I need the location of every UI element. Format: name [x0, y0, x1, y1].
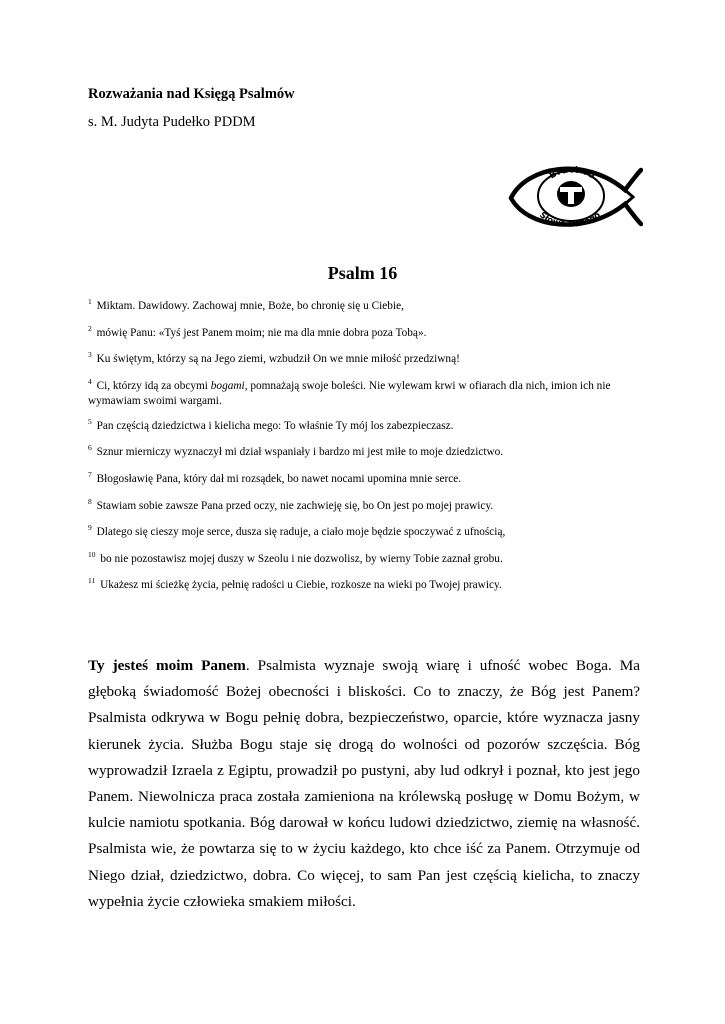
verse-text: mówię Panu: «Tyś jest Panem moim; nie ma dla mnie dobra poza Tobą».: [96, 326, 427, 339]
verse: [88, 445, 640, 460]
verse-number: 9: [88, 523, 92, 533]
verse-text: Stawiam sobie zawsze Pana przed oczy, nie zachwieję się, bo On jest po mojej prawicy.: [96, 499, 494, 512]
verse-text-continued: , pomnażają swoje boleści. Nie wylewam krwi w ofiarach dla nich, imion ich nie wymawiam swoimi wargami.: [88, 379, 611, 407]
verse-number: 1: [88, 297, 92, 306]
verse: [88, 323, 640, 341]
verse-number: 10: [88, 549, 96, 559]
verse-text: Ci, którzy idą za obcymi: [96, 379, 211, 392]
verse: [88, 549, 640, 567]
verse-text: bo nie pozostawisz mojej duszy w Szeolu i nie dozwolisz, by wierny Tobie zaznał grobu.: [100, 552, 503, 565]
verse-emphasis: bogami: [210, 379, 245, 392]
verse-number: 8: [88, 496, 92, 506]
verse-number: 3: [88, 350, 92, 360]
psalm-heading: Psalm 16: [327, 263, 398, 283]
fish-icon: [507, 156, 643, 234]
verse: [88, 578, 640, 593]
verse-number: 11: [88, 576, 96, 586]
verse-text: Ku świętym, którzy są na Jego ziemi, wzbudził On we mnie miłość przedziwną!: [96, 353, 460, 366]
verse: [88, 352, 640, 367]
verse-number: 4: [88, 376, 92, 386]
document-author: s. M. Judyta Pudełko PDDM: [88, 114, 256, 130]
verse-number: 2: [88, 323, 92, 333]
verse: [88, 525, 640, 540]
verse-number: 5: [88, 416, 92, 426]
verse: [88, 376, 640, 409]
verse-number: 6: [88, 443, 92, 453]
verse-text: Sznur mierniczy wyznaczył mi dział wspaniały i bardzo mi jest miłe to moje dziedzictwo.: [96, 446, 504, 459]
psalm-verses: [88, 299, 640, 605]
logo-top-text: Bractwo: [547, 164, 597, 182]
verse-text: Błogosławię Pana, który dał mi rozsądek, bo nawet nocami upomina mnie serce.: [96, 472, 462, 485]
verse-number: 7: [88, 469, 92, 479]
commentary-lead: Ty jesteś moim Panem: [88, 657, 246, 674]
verse: [88, 496, 640, 514]
verse-text: Miktam. Dawidowy. Zachowaj mnie, Boże, bo chronię się u Ciebie,: [96, 300, 404, 312]
document-title: Rozważania nad Księgą Psalmów: [88, 86, 295, 102]
verse-text: Ukażesz mi ścieżkę życia, pełnię radości u Ciebie, rozkosze na wieki po Twojej prawicy.: [100, 579, 502, 592]
verse: [88, 469, 640, 487]
logo-bottom-text: Słowa Bożego: [537, 210, 603, 230]
commentary-body: . Psalmista wyznaje swoją wiarę i ufność wobec Boga. Ma głęboką świadomość Bożej obecności i bliskości. Co to znaczy, że Bóg jest Panem? Psalmista odkrywa w Bogu pełnię dobra, bezpieczeństwo, oparcie, które wyznacza jasny kierunek życia. Służba Bogu staje się drogą do wolności od pozorów szczęścia. Bóg wyprowadził Izraela z Egiptu, prowadził po pustyni, aby lud odkrył i poznał, kto jest jego Panem. Niewolnicza praca została zamieniona na królewską posługę w Domu Bożym, w kulcie namiotu spotkania. Bóg darował w końcu ludowi dziedzictwo, ziemię na własność. Psalmista wie, że powtarza się to w życiu każdego, kto chce iść za Panem. Otrzymuje od Niego dział, dziedzictwo, dobra. Co więcej, to sam Pan jest częścią kielicha, to znaczy wypełnia życie człowieka smakiem miłości.: [88, 657, 640, 910]
verse-text: Dlatego się cieszy moje serce, dusza się raduje, a ciało moje będzie spoczywać z ufnością,: [96, 526, 506, 539]
verse-text: Pan częścią dziedzictwa i kielicha mego: To właśnie Ty mój los zabezpieczasz.: [96, 419, 454, 432]
verse: [88, 416, 640, 434]
verse: [88, 299, 640, 314]
commentary-paragraph: [88, 653, 640, 915]
